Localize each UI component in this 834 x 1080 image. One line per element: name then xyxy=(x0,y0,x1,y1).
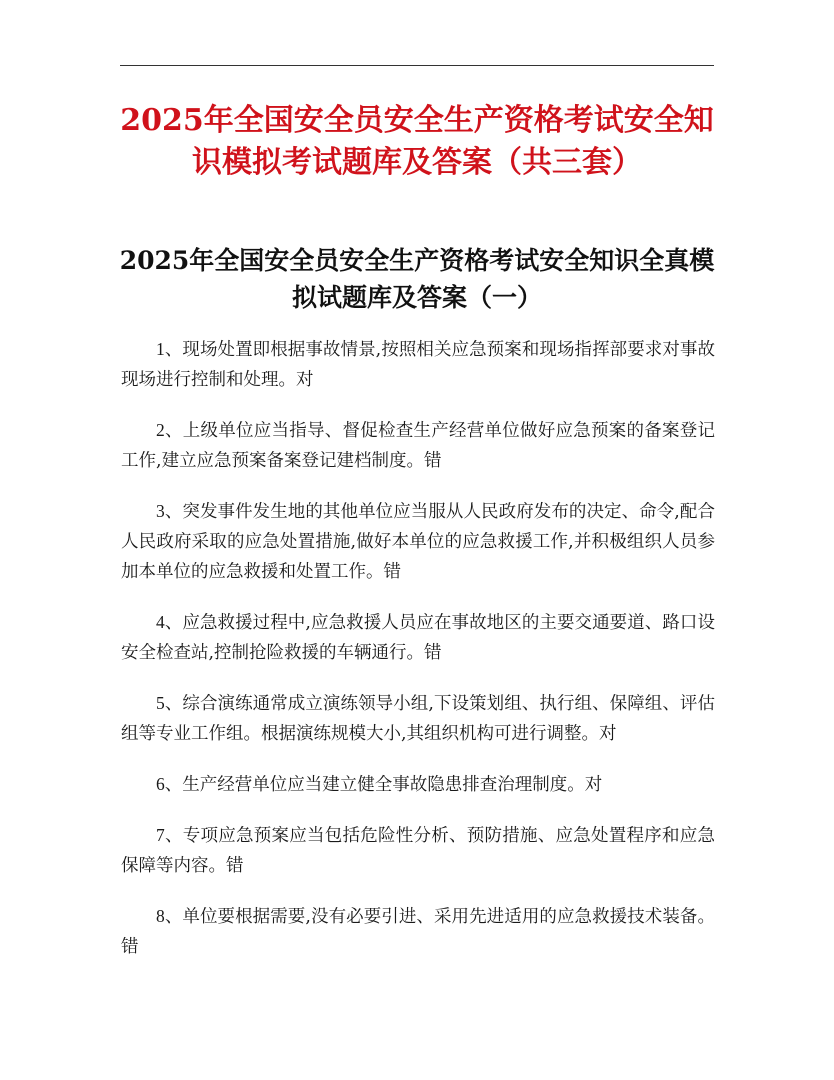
question-number: 2、 xyxy=(156,420,183,440)
question-number: 4、 xyxy=(156,612,183,632)
header-rule xyxy=(120,65,714,66)
question-item xyxy=(121,607,715,668)
question-text: 突发事件发生地的其他单位应当服从人民政府发布的决定、命令,配合人民政府采取的应急处置措施,做好本单位的应急救援工作,并积极组织人员参加本单位的应急救援和处置工作。错 xyxy=(121,502,716,582)
question-item xyxy=(121,496,715,587)
question-text: 综合演练通常成立演练领导小组,下设策划组、执行组、保障组、评估组等专业工作组。根据演练规模大小,其组织机构可进行调整。对 xyxy=(121,694,716,744)
question-item xyxy=(121,334,715,395)
question-number: 3、 xyxy=(156,501,183,521)
question-item xyxy=(121,688,715,749)
question-number: 8、 xyxy=(156,906,183,926)
question-text: 单位要根据需要,没有必要引进、采用先进适用的应急救援技术装备。错 xyxy=(121,907,716,957)
question-text: 应急救援过程中,应急救援人员应在事故地区的主要交通要道、路口设安全检查站,控制抢险救援的车辆通行。错 xyxy=(121,613,716,663)
question-item xyxy=(121,769,715,800)
question-text: 现场处置即根据事故情景,按照相关应急预案和现场指挥部要求对事故现场进行控制和处理。对 xyxy=(121,340,716,390)
question-number: 6、 xyxy=(156,774,183,794)
section-title: 2025年全国安全员安全生产资格考试安全知识全真模拟试题库及答案（一） xyxy=(119,246,715,312)
document-title: 2025年全国安全员安全生产资格考试安全知识模拟考试题库及答案（共三套） xyxy=(120,103,714,180)
question-item xyxy=(121,415,715,476)
question-number: 7、 xyxy=(156,825,183,845)
question-list xyxy=(121,334,715,982)
question-number: 1、 xyxy=(156,339,183,359)
question-item xyxy=(121,820,715,881)
question-text: 生产经营单位应当建立健全事故隐患排查治理制度。对 xyxy=(182,775,603,795)
question-text: 专项应急预案应当包括危险性分析、预防措施、应急处置程序和应急保障等内容。错 xyxy=(121,826,715,876)
question-item xyxy=(121,901,715,962)
question-number: 5、 xyxy=(156,693,183,713)
question-text: 上级单位应当指导、督促检查生产经营单位做好应急预案的备案登记工作,建立应急预案备案登记建档制度。错 xyxy=(121,421,715,471)
